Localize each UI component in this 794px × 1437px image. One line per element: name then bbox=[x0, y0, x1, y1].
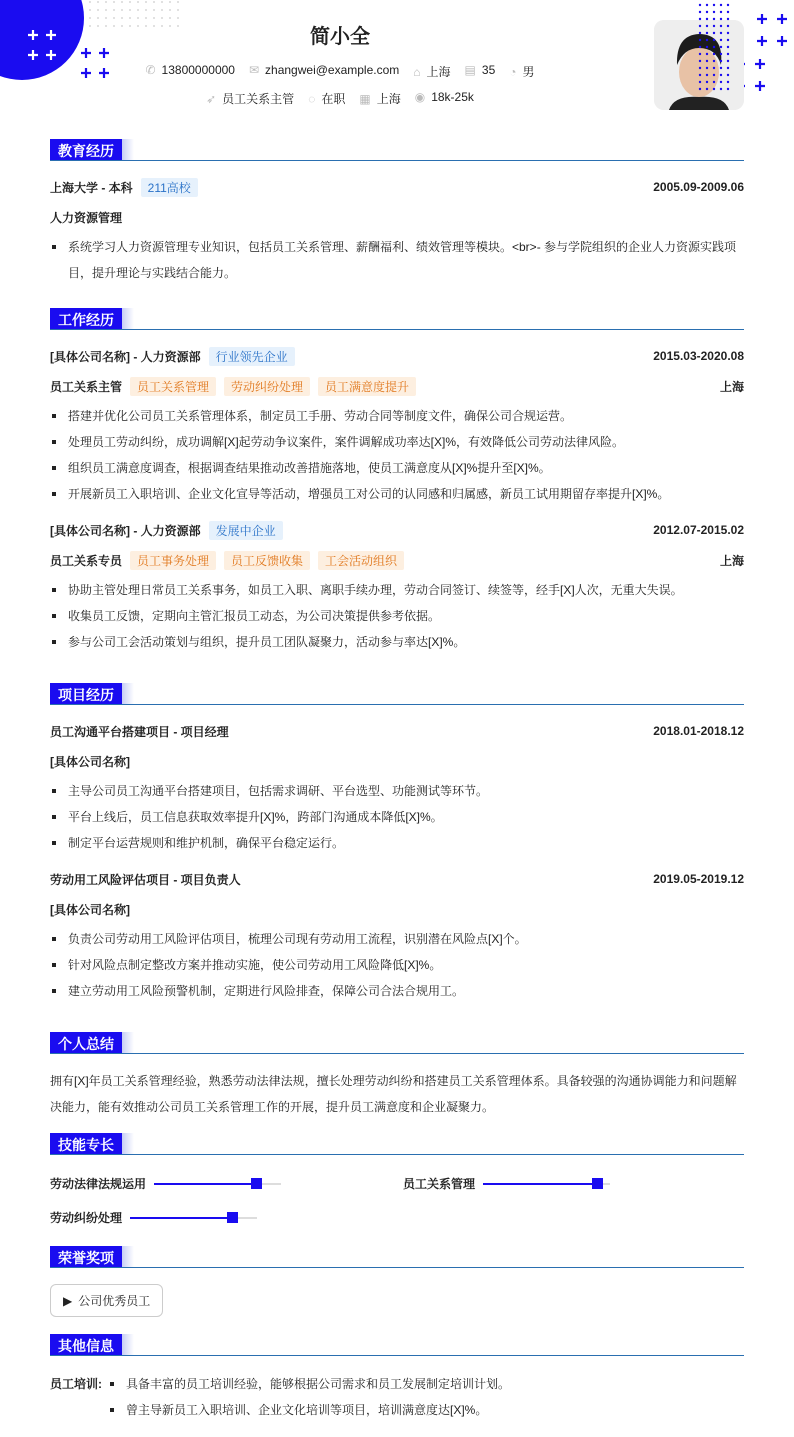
project-entry bbox=[50, 716, 744, 856]
project-name: 员工沟通平台搭建项目 - 项目经理 bbox=[50, 724, 229, 739]
section-title: 工作经历 bbox=[50, 308, 122, 329]
project-name: 劳动用工风险评估项目 - 项目负责人 bbox=[50, 872, 241, 887]
section-title: 其他信息 bbox=[50, 1334, 122, 1355]
skill-name: 劳动纠纷处理 bbox=[50, 1211, 123, 1225]
list-item: 建立劳动用工风险预警机制，定期进行风险排查，保障公司合法合规用工。 bbox=[50, 978, 744, 1004]
role: 员工关系专员 bbox=[50, 553, 123, 568]
candidate-name: 简小全 bbox=[310, 26, 370, 48]
gender-icon: ◔ bbox=[509, 65, 517, 79]
school: 上海大学 - 本科 bbox=[50, 180, 133, 195]
list-item: 开展新员工入职培训、企业文化宣导等活动，增强员工对公司的认同感和归属感，新员工试用期留存率提升[X]%。 bbox=[50, 481, 744, 507]
skill-tag: 工会活动组织 bbox=[318, 551, 404, 570]
major: 人力资源管理 bbox=[50, 210, 123, 225]
age-icon: ▤ bbox=[464, 63, 476, 77]
city: 上海 bbox=[426, 65, 451, 79]
section-header bbox=[50, 1133, 744, 1155]
job-entry bbox=[50, 341, 744, 507]
decor-dots bbox=[698, 3, 730, 93]
skill-tag: 员工事务处理 bbox=[130, 551, 216, 570]
skill-thumb bbox=[227, 1212, 238, 1223]
awards-section bbox=[50, 1246, 744, 1317]
list-item: 制定平台运营规则和维护机制，确保平台稳定运行。 bbox=[50, 830, 744, 856]
list-item: 组织员工满意度调查，根据调查结果推动改善措施落地，使员工满意度从[X]%提升至[X]%。 bbox=[50, 455, 744, 481]
list-item: 具备丰富的员工培训经验，能够根据公司需求和员工发展制定培训计划。 bbox=[108, 1371, 744, 1397]
section-title: 项目经历 bbox=[50, 683, 122, 704]
section-title: 荣誉奖项 bbox=[50, 1246, 122, 1267]
award-name: 公司优秀员工 bbox=[78, 1294, 151, 1308]
skill-tag: 员工满意度提升 bbox=[318, 377, 416, 396]
mail-icon: ✉ bbox=[248, 63, 260, 77]
status: 在职 bbox=[321, 92, 346, 106]
project-entry bbox=[50, 864, 744, 1004]
period: 2018.01-2018.12 bbox=[653, 724, 744, 738]
phone: 13800000000 bbox=[161, 63, 235, 77]
target-city: 上海 bbox=[376, 92, 401, 106]
salary-icon: ◉ bbox=[414, 90, 426, 104]
gender: 男 bbox=[522, 65, 535, 79]
building-icon: ▦ bbox=[359, 92, 371, 106]
job-row bbox=[0, 90, 680, 107]
list-item: 搭建并优化公司员工关系管理体系，制定员工手册、劳动合同等制度文件，确保公司合规运营。 bbox=[50, 403, 744, 429]
list-item: 针对风险点制定整改方案并推动实施，使公司劳动用工风险降低[X]%。 bbox=[50, 952, 744, 978]
education-section bbox=[50, 139, 744, 286]
projects-section bbox=[50, 683, 744, 1004]
skill-item bbox=[50, 1209, 257, 1226]
city: 上海 bbox=[719, 553, 744, 568]
section-header bbox=[50, 139, 744, 161]
skill-tag: 员工关系管理 bbox=[130, 377, 216, 396]
company-tag: 发展中企业 bbox=[209, 521, 283, 540]
school-tag: 211高校 bbox=[141, 178, 198, 197]
skill-thumb bbox=[251, 1178, 262, 1189]
company: [具体公司名称] - 人力资源部 bbox=[50, 523, 201, 538]
status-icon: ◌ bbox=[308, 92, 316, 106]
skill-item bbox=[403, 1175, 610, 1192]
position: 员工关系主管 bbox=[222, 92, 295, 106]
skill-tag: 劳动纠纷处理 bbox=[224, 377, 310, 396]
section-title: 技能专长 bbox=[50, 1133, 122, 1154]
skill-level-bar bbox=[483, 1183, 610, 1185]
skill-thumb bbox=[592, 1178, 603, 1189]
skill-name: 员工关系管理 bbox=[403, 1177, 476, 1191]
skills-section bbox=[50, 1133, 744, 1233]
period: 2019.05-2019.12 bbox=[653, 872, 744, 886]
other-section bbox=[50, 1334, 744, 1423]
city: 上海 bbox=[719, 379, 744, 394]
section-header bbox=[50, 683, 744, 705]
list-item: 参与公司工会活动策划与组织，提升员工团队凝聚力，活动参与率达[X]%。 bbox=[50, 629, 744, 655]
list-item: 处理员工劳动纠纷，成功调解[X]起劳动争议案件，案件调解成功率达[X]%，有效降低公司劳动法律风险。 bbox=[50, 429, 744, 455]
list-item: 负责公司劳动用工风险评估项目，梳理公司现有劳动用工流程，识别潜在风险点[X]个。 bbox=[50, 926, 744, 952]
skill-tag: 员工反馈收集 bbox=[224, 551, 310, 570]
company: [具体公司名称] bbox=[50, 902, 130, 917]
section-header bbox=[50, 308, 744, 330]
section-header bbox=[50, 1246, 744, 1268]
section-header bbox=[50, 1032, 744, 1054]
salary: 18k-25k bbox=[431, 90, 474, 104]
list-item: 系统学习人力资源管理专业知识，包括员工关系管理、薪酬福利、绩效管理等模块。<br>- 参与学院组织的企业人力资源实践项目，提升理论与实践结合能力。 bbox=[50, 234, 744, 286]
summary-section bbox=[50, 1032, 744, 1120]
list-item: 平台上线后，员工信息获取效率提升[X]%，跨部门沟通成本降低[X]%。 bbox=[50, 804, 744, 830]
section-title: 教育经历 bbox=[50, 139, 122, 160]
company-tag: 行业领先企业 bbox=[209, 347, 295, 366]
home-icon: ⌂ bbox=[413, 65, 421, 79]
skill-name: 劳动法律法规运用 bbox=[50, 1177, 147, 1191]
skill-item bbox=[50, 1175, 281, 1192]
period: 2015.03-2020.08 bbox=[653, 349, 744, 363]
send-icon: ➶ bbox=[206, 92, 217, 106]
list-item: 曾主导新员工入职培训、企业文化培训等项目，培训满意度达[X]%。 bbox=[108, 1397, 744, 1423]
contact-row bbox=[0, 63, 680, 80]
skill-level-bar bbox=[154, 1183, 281, 1185]
period: 2012.07-2015.02 bbox=[653, 523, 744, 537]
summary-text: 拥有[X]年员工关系管理经验，熟悉劳动法律法规，擅长处理劳动纠纷和搭建员工关系管理体系。具备较强的沟通协调能力和问题解决能力，能有效推动公司员工关系管理工作的开展，提升员工满意度和企业凝聚力。 bbox=[50, 1074, 737, 1114]
company: [具体公司名称] - 人力资源部 bbox=[50, 349, 201, 364]
phone-icon: ✆ bbox=[145, 63, 156, 77]
skill-level-bar bbox=[130, 1217, 257, 1219]
triangle-icon: ▶ bbox=[63, 1293, 73, 1308]
email: zhangwei@example.com bbox=[265, 63, 400, 77]
list-item: 协助主管处理日常员工关系事务，如员工入职、离职手续办理，劳动合同签订、续签等，经手[X]人次，无重大失误。 bbox=[50, 577, 744, 603]
other-label: 员工培训: bbox=[50, 1377, 102, 1391]
section-header bbox=[50, 1334, 744, 1356]
company: [具体公司名称] bbox=[50, 754, 130, 769]
list-item: 收集员工反馈，定期向主管汇报员工动态，为公司决策提供参考依据。 bbox=[50, 603, 744, 629]
age: 35 bbox=[481, 63, 496, 77]
job-entry bbox=[50, 515, 744, 655]
work-section bbox=[50, 308, 744, 655]
section-title: 个人总结 bbox=[50, 1032, 122, 1053]
list-item: 主导公司员工沟通平台搭建项目，包括需求调研、平台选型、功能测试等环节。 bbox=[50, 778, 744, 804]
role: 员工关系主管 bbox=[50, 379, 123, 394]
period: 2005.09-2009.06 bbox=[653, 180, 744, 194]
award-item bbox=[50, 1284, 163, 1317]
